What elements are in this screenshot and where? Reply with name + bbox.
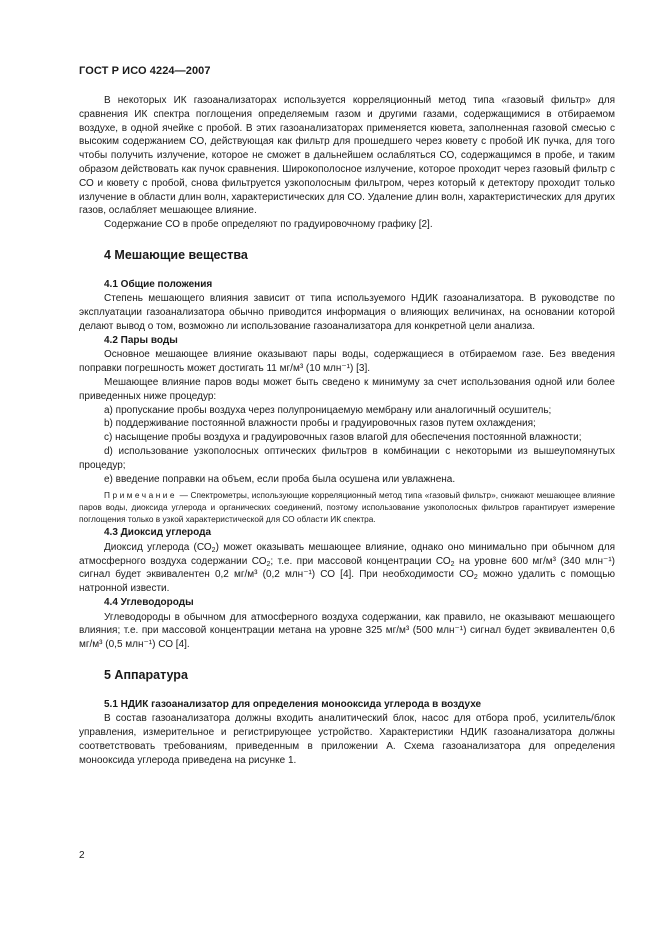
- list-item-a: a) пропускание пробы воздуха через полупроницаемую мембрану или аналогичный осушитель;: [104, 404, 552, 416]
- text-run: ; т.е. при массовой концентрации СО: [270, 555, 451, 567]
- text-run: ) может оказывать мешающее влияние, однако оно минимально при обычном для атмосферного воздуха содержании СО: [79, 541, 615, 567]
- list-item-d: d) использование узкополосных оптических фильтров в комбинации с некоторыми из вышеупомянутых процедур;: [79, 445, 615, 471]
- subsection-heading-carbon-dioxide: 4.3 Диоксид углерода: [104, 527, 212, 539]
- subsection-heading-water-vapour: 4.2 Пары воды: [104, 334, 178, 346]
- paragraph-water-vapour-minimize: Мешающее влияние паров воды может быть сведено к минимуму за счет использования одной или более приведенных ниже процедур:: [79, 376, 615, 402]
- note-label: Примечание: [104, 490, 178, 501]
- subsection-heading-hydrocarbons: 4.4 Углеводороды: [104, 597, 194, 609]
- standard-header: ГОСТ Р ИСО 4224—2007: [79, 65, 211, 77]
- subscript: 2: [266, 560, 271, 568]
- note-block: [79, 489, 615, 525]
- list-item-c: c) насыщение пробы воздуха и градуировочных газов влагой для обеспечения постоянной влажности;: [104, 432, 582, 444]
- page-number: 2: [79, 850, 85, 861]
- subsection-heading-general: 4.1 Общие положения: [104, 278, 213, 290]
- section-heading-interferences: 4 Мешающие вещества: [104, 247, 248, 262]
- subscript: 2: [473, 574, 478, 582]
- text-run: на уровне 600 мг/м³ (340 млн⁻¹) сигнал будет эквивалентен 0,2 мг/м³ (0,2 млн⁻¹) СО [4]. При необходимости СО: [79, 555, 615, 581]
- paragraph-water-vapour-error: Основное мешающее влияние оказывают пары воды, содержащиеся в отбираемом газе. Без введения поправки погрешность может достигать 11 мг/м³ (10 млн⁻¹) [3].: [79, 349, 615, 375]
- text-run: Диоксид углерода (СО: [104, 541, 212, 553]
- paragraph-carbon-dioxide: [79, 541, 615, 596]
- section-heading-apparatus: 5 Аппаратура: [104, 667, 188, 682]
- text-run: можно удалить с помощью натронной извести.: [79, 569, 615, 595]
- paragraph-co-content: Содержание СО в пробе определяют по градуировочному графику [2].: [104, 219, 433, 231]
- paragraph-hydrocarbons: Углеводороды в обычном для атмосферного воздуха содержании, как правило, не оказывают мешающего влияния; т.е. при массовой концентрации метана на уровне 325 мг/м³ (500 млн⁻¹) сигнал будет эквивалентен 0,6 мг/м³ (0,5 млн⁻¹) СО [4].: [79, 611, 615, 651]
- paragraph-interference-degree: Степень мешающего влияния зависит от типа используемого НДИК газоанализатора. В руководстве по эксплуатации газоанализатора обычно приводится информация о влияющих величинах, на основании которой делают вывод о том, возможно ли использование газоанализатора для конкретной цели анализа.: [79, 293, 615, 333]
- paragraph-gas-filter-method: В некоторых ИК газоанализаторах используется корреляционный метод типа «газовый фильтр» для сравнения ИК спектра поглощения определяемым газом и другими газами, содержащимися в отбираемом воздухе, в одной ячейке с пробой. В этих газоанализаторах применяется кювета, заполненная газовой смесью с высоким содержанием СО, действующая как фильтр для прошедшего через кювету с пробой ИК пучка, для того чтобы получить излучение, которое не сможет в дальнейшем ослабляться СО, содержащимся в пробе, и таким образом действовать как пучок сравнения. Широкополосное излучение, которое проходит через газовый фильтр с СО и кювету с пробой, снова фильтруется узкополосным фильтром, через который к детектору проходит только излучение в области длин волн, характеристических для СО. Удаление длин волн, характеристических для других газов, ослабляет мешающее влияние.: [79, 95, 615, 217]
- subscript: 2: [450, 560, 455, 568]
- list-item-b: b) поддерживание постоянной влажности пробы и градуировочных газов путем охлаждения;: [104, 418, 536, 430]
- subscript: 2: [211, 546, 216, 554]
- list-item-e: e) введение поправки на объем, если проба была осушена или увлажнена.: [104, 473, 456, 485]
- note-text: — Спектрометры, использующие корреляционный метод типа «газовый фильтр», снижают мешающее влияние паров воды, диоксида углерода и органических соединений, поэтому использование узкополосных фильтров гарантирует измерение поглощения только в узкой характеристической для СО области ИК спектра.: [79, 490, 615, 525]
- paragraph-analyzer-composition: В состав газоанализатора должны входить аналитический блок, насос для отбора проб, усилитель/блок управления, измерительное и регистрирующее устройство. Характеристики НДИК газоанализатора должны соответствовать требованиям, приведенным в приложении А. Схема газоанализатора для определения монооксида углерода приведена на рисунке 1.: [79, 713, 615, 766]
- subsection-heading-ndir-analyzer: 5.1 НДИК газоанализатор для определения монооксида углерода в воздухе: [104, 698, 482, 710]
- document-body: [79, 94, 615, 768]
